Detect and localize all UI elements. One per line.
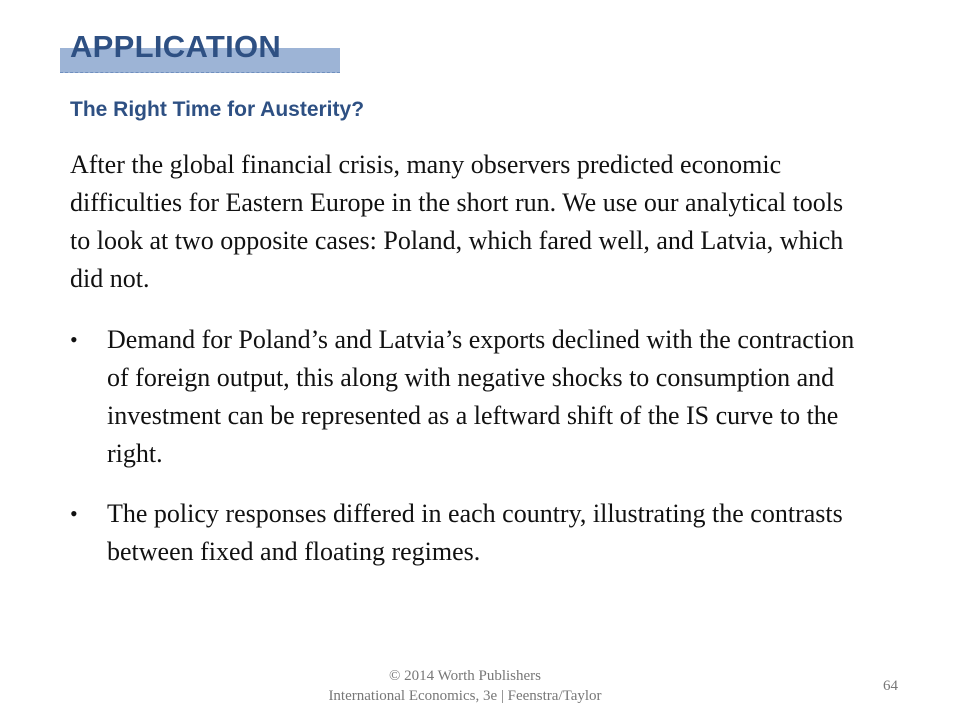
intro-paragraph: After the global financial crisis, many observers predicted economic difficulties for Eastern Europe in the short run. We use our analytical tools to look at two opposite cases: Poland, which fared well, and Latvia, which did not. <box>70 150 844 293</box>
bullet-item <box>70 321 860 473</box>
copyright-text: © 2014 Worth Publishers <box>389 668 541 684</box>
bullet-list <box>70 321 860 593</box>
bullet-text: The policy responses differed in each country, illustrating the contrasts between fixed and floating regimes. <box>107 499 843 566</box>
bullet-item <box>70 495 860 571</box>
footer <box>310 666 620 706</box>
section-label: APPLICATION <box>70 29 282 64</box>
page-number: 64 <box>883 678 898 694</box>
slide-title: The Right Time for Austerity? <box>70 98 365 121</box>
book-citation: International Economics, 3e | Feenstra/Taylor <box>328 688 602 704</box>
bullet-marker: • <box>70 501 78 526</box>
bullet-text: Demand for Poland’s and Latvia’s exports declined with the contraction of foreign output, this along with negative shocks to consumption and investment can be represented as a leftward shift of the IS curve to the right. <box>107 325 855 468</box>
bullet-marker: • <box>70 327 78 352</box>
